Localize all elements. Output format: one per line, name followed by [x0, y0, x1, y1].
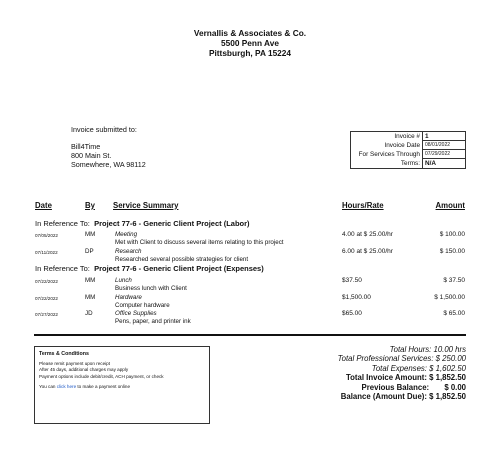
- submitted-label: Invoice submitted to:: [71, 125, 137, 134]
- terms-title: Terms & Conditions: [39, 351, 89, 357]
- previous-balance: Previous Balance: $ 0.00: [361, 382, 466, 392]
- line-item-amount: $ 150.00: [439, 248, 465, 255]
- terms-line: Payment options include debit/credit, ACH payment, or check: [39, 373, 164, 379]
- totals-divider: [34, 334, 466, 336]
- reference-label: In Reference To:: [35, 264, 90, 273]
- terms-line: Please remit payment upon receipt: [39, 361, 110, 367]
- invoice-date: 08/01/2022: [423, 141, 465, 150]
- services-through-label: For Services Through: [351, 150, 423, 159]
- line-item-hours-rate: 6.00 at $ 25.00/hr: [342, 248, 393, 255]
- line-item-date: 07/22/2022: [35, 296, 58, 301]
- line-item-hours-rate: 4.00 at $ 25.00/hr: [342, 231, 393, 238]
- client-address-line2: Somewhere, WA 98112: [71, 160, 146, 169]
- terms-label: Terms:: [351, 159, 423, 168]
- line-item-service: Office Supplies: [115, 310, 157, 317]
- invoice-date-label: Invoice Date: [351, 141, 423, 150]
- line-item-date: 07/27/2022: [35, 312, 58, 317]
- line-item-amount: $ 37.50: [443, 277, 465, 284]
- invoice-info-box: [350, 131, 466, 169]
- totals-block: [226, 345, 466, 401]
- line-item-service: Lunch: [115, 277, 132, 284]
- invoice-number: 1: [423, 132, 465, 141]
- line-item-hours-rate: $37.50: [342, 277, 362, 284]
- reference-label: In Reference To:: [35, 219, 90, 228]
- payment-suffix: to make a payment online: [76, 383, 131, 389]
- line-item-date: 07/11/2022: [35, 250, 58, 255]
- services-through-date: 07/29/2022: [423, 150, 465, 159]
- column-header-amount: Amount: [435, 201, 465, 210]
- client-name: Bill4Time: [71, 142, 101, 151]
- line-item-amount: $ 100.00: [439, 231, 465, 238]
- reference-heading-labor: [35, 219, 250, 228]
- column-header-hours-rate: Hours/Rate: [342, 201, 384, 210]
- column-header-by: By: [85, 201, 95, 210]
- firm-address-line2: Pittsburgh, PA 15224: [208, 48, 292, 58]
- project-name: Project 77-6 - Generic Client Project (Labor): [94, 219, 250, 228]
- total-expenses: Total Expenses: $ 1,602.50: [371, 363, 466, 373]
- line-item-description: Pens, paper, and printer ink: [115, 318, 191, 325]
- line-item-service: Meeting: [115, 231, 138, 238]
- line-item-description: Researched several possible strategies for client: [115, 256, 249, 263]
- project-name: Project 77-6 - Generic Client Project (Expenses): [94, 264, 264, 273]
- reference-heading-expenses: [35, 264, 264, 273]
- line-item-description: Business lunch with Client: [115, 285, 187, 292]
- line-item-hours-rate: $65.00: [342, 310, 362, 317]
- invoice-number-label: Invoice #: [351, 132, 423, 141]
- total-professional-services: Total Professional Services: $ 250.00: [337, 354, 466, 364]
- total-invoice-amount: Total Invoice Amount: $ 1,852.50: [345, 373, 466, 383]
- line-item-date: 07/22/2022: [35, 279, 58, 284]
- line-item-hours-rate: $1,500.00: [342, 294, 371, 301]
- firm-header: [0, 28, 500, 58]
- line-item-by: MM: [85, 231, 96, 238]
- line-item-service: Research: [115, 248, 142, 255]
- total-hours: Total Hours: 10.00 hrs: [389, 345, 466, 354]
- payment-prefix: You can: [39, 383, 57, 389]
- client-address-line1: 800 Main St.: [71, 151, 112, 160]
- terms-line: After 45 days, additional charges may apply: [39, 367, 129, 373]
- line-item-by: MM: [85, 294, 96, 301]
- line-item-by: MM: [85, 277, 96, 284]
- payment-link[interactable]: click here: [56, 383, 77, 389]
- terms-and-conditions-box: [34, 346, 210, 424]
- firm-name: Vernallis & Associates & Co.: [193, 28, 307, 38]
- terms-value: N/A: [425, 160, 437, 167]
- line-item-description: Computer hardware: [115, 302, 170, 309]
- line-item-description: Met with Client to discuss several items relating to this project: [115, 239, 284, 246]
- client-address: [71, 142, 146, 169]
- column-header-date: Date: [35, 201, 52, 210]
- line-item-service: Hardware: [115, 294, 142, 301]
- line-item-by: DP: [85, 248, 94, 255]
- line-item-amount: $ 1,500.00: [434, 294, 465, 301]
- firm-address-line1: 5500 Penn Ave: [221, 38, 279, 48]
- line-item-amount: $ 65.00: [443, 310, 465, 317]
- line-item-date: 07/05/2022: [35, 233, 58, 238]
- column-header-service: Service Summary: [113, 201, 179, 210]
- online-payment-line: [39, 384, 205, 390]
- line-item-by: JD: [85, 310, 93, 317]
- balance-due: Balance (Amount Due): $ 1,852.50: [340, 392, 466, 402]
